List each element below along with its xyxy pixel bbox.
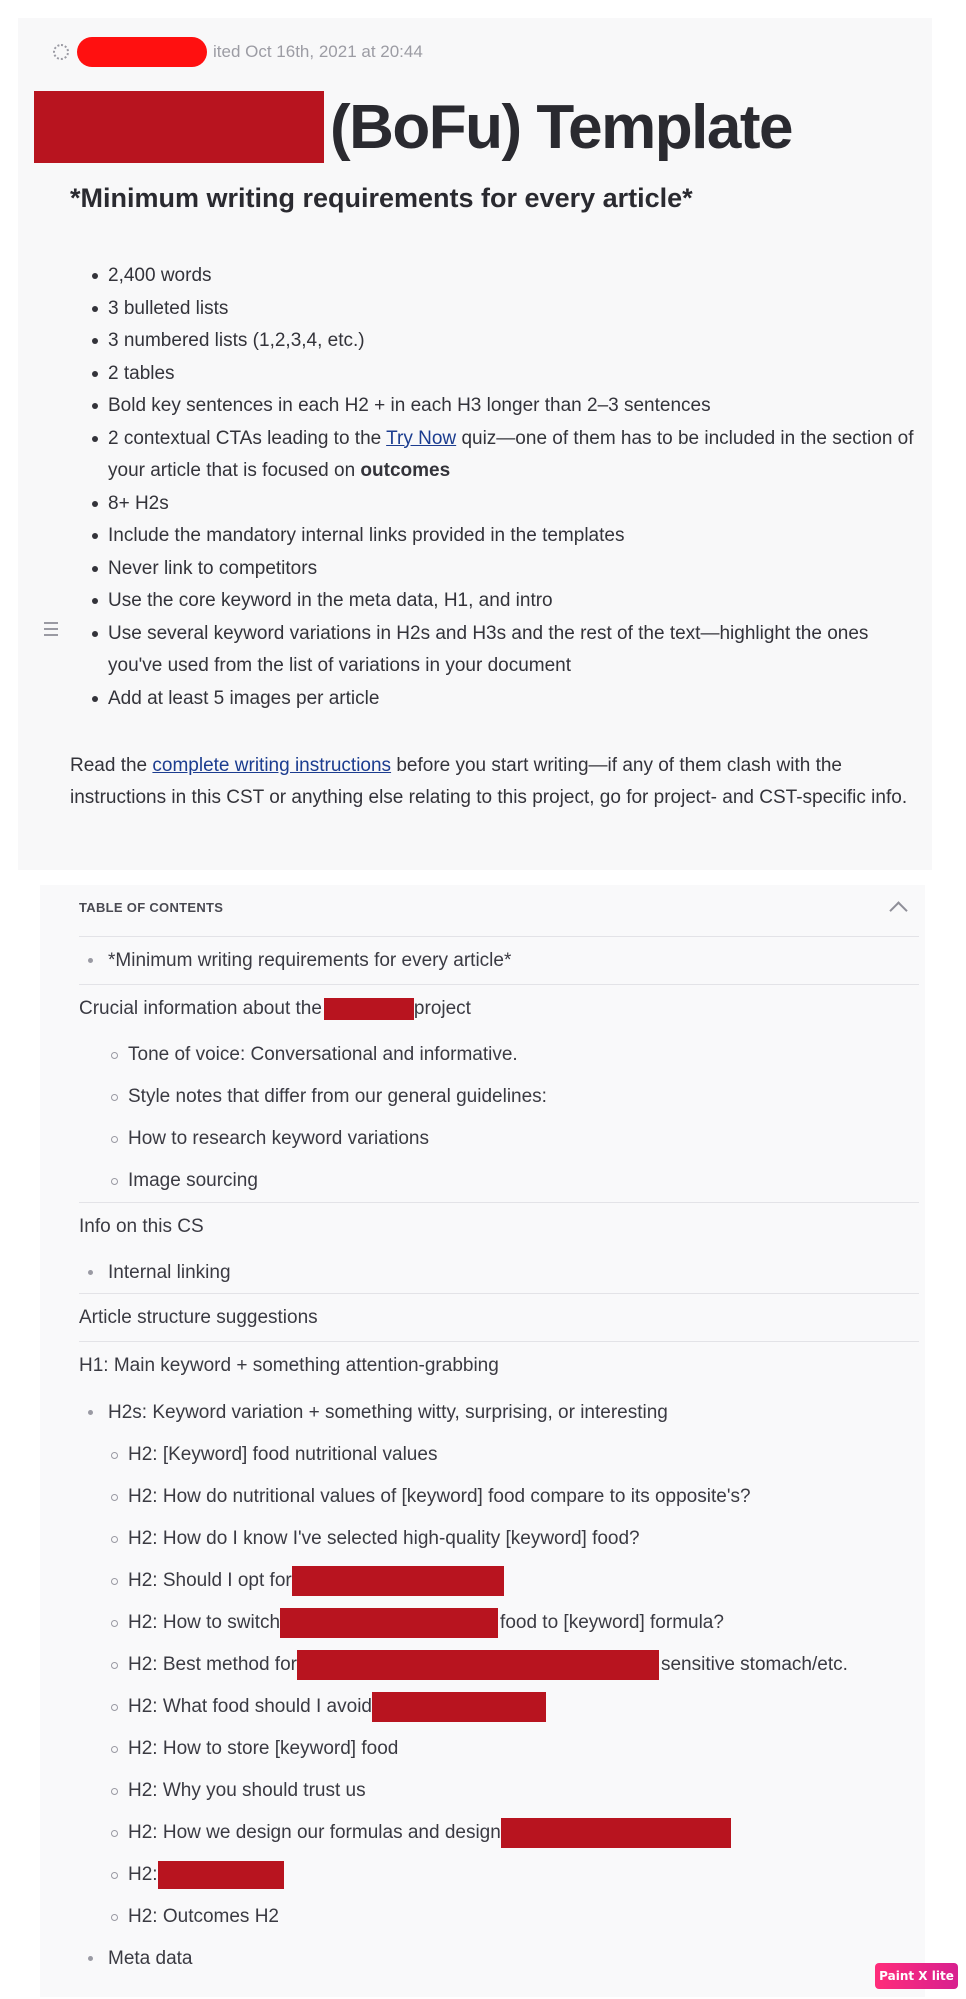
toc-item[interactable]: H2: How do I know I've selected high-quality [keyword] food? [128, 1528, 640, 1549]
cta-text: 2 contextual CTAs leading to the [108, 427, 387, 449]
bullet-icon [111, 1094, 118, 1101]
redacted-project-name [324, 998, 414, 1020]
divider [79, 1293, 919, 1294]
bullet-icon [111, 1746, 118, 1753]
list-item: Use the core keyword in the meta data, H1, and intro [108, 585, 918, 618]
list-item: 3 numbered lists (1,2,3,4, etc.) [108, 325, 918, 358]
toc-item[interactable]: H2s: Keyword variation + something witty, surprising, or interesting [108, 1402, 668, 1423]
bullet-icon [111, 1052, 118, 1059]
toc-item[interactable] [128, 1861, 284, 1889]
divider [79, 936, 919, 937]
bullet-icon [111, 1452, 118, 1459]
toc-item[interactable]: H2: [Keyword] food nutritional values [128, 1444, 438, 1465]
instructions-paragraph [70, 750, 920, 814]
loading-icon [53, 44, 69, 60]
toc-item-text: H2: Should I opt for [128, 1570, 292, 1591]
bullet-icon [88, 1956, 93, 1961]
toc-item[interactable] [128, 1609, 724, 1637]
bullet-icon [88, 1410, 93, 1415]
bullet-icon [111, 1578, 118, 1585]
toc-item-text: H2: What food should I avoid [128, 1696, 372, 1717]
toc-item[interactable] [128, 1567, 504, 1595]
toc-item[interactable]: H2: How do nutritional values of [keyword] food compare to its opposite's? [128, 1486, 751, 1507]
para-text: Read the [70, 755, 153, 776]
redacted-text [158, 1861, 284, 1889]
toc-item[interactable]: Internal linking [108, 1262, 231, 1283]
divider [79, 1341, 919, 1342]
list-item: 2,400 words [108, 260, 918, 293]
toc-item[interactable]: Style notes that differ from our general guidelines: [128, 1086, 547, 1107]
toc-item[interactable]: *Minimum writing requirements for every article* [108, 950, 512, 971]
bullet-icon [111, 1704, 118, 1711]
toc-item[interactable]: H1: Main keyword + something attention-grabbing [79, 1355, 499, 1376]
writing-instructions-link[interactable]: complete writing instructions [152, 755, 392, 776]
toc-item-text: H2: [128, 1864, 158, 1885]
redacted-text [501, 1818, 731, 1848]
watermark-badge: Paint X lite [875, 1963, 958, 1989]
redacted-text [297, 1650, 659, 1680]
toc-item[interactable]: How to research keyword variations [128, 1128, 429, 1149]
toc-item[interactable] [128, 1819, 731, 1847]
cta-text-after: quiz—one of them has to be included in the section of your article that is focused on [108, 427, 914, 481]
toc-item-text: H2: How we design our formulas and design [128, 1822, 501, 1843]
redacted-text [372, 1692, 546, 1722]
list-item: Bold key sentences in each H2 + in each H3 longer than 2–3 sentences [108, 390, 918, 423]
toc-item-text-after: food to [keyword] formula? [500, 1612, 724, 1633]
bullet-icon [111, 1788, 118, 1795]
toc-heading: TABLE OF CONTENTS [79, 900, 224, 915]
list-item [108, 423, 918, 488]
bullet-icon [111, 1620, 118, 1627]
bullet-icon [111, 1914, 118, 1921]
toc-item[interactable]: H2: Outcomes H2 [128, 1906, 279, 1927]
redacted-title-prefix [34, 91, 324, 163]
page-title [34, 84, 792, 170]
bullet-icon [111, 1494, 118, 1501]
bullet-icon [111, 1830, 118, 1837]
outcomes-bold: outcomes [360, 460, 451, 481]
redacted-text [280, 1608, 498, 1638]
toc-item[interactable]: Info on this CS [79, 1216, 204, 1237]
list-item: Add at least 5 images per article [108, 683, 918, 716]
bullet-icon [111, 1178, 118, 1185]
list-item: Never link to competitors [108, 553, 918, 586]
bullet-icon [111, 1662, 118, 1669]
bullet-icon [88, 958, 93, 963]
try-now-link[interactable]: Try Now [386, 427, 457, 449]
redacted-text [292, 1566, 504, 1596]
list-item: 2 tables [108, 358, 918, 391]
list-item: 3 bulleted lists [108, 293, 918, 326]
edited-timestamp: ited Oct 16th, 2021 at 20:44 [213, 42, 423, 61]
toc-item-text: H2: How to switch [128, 1612, 281, 1633]
toc-item[interactable]: H2: Why you should trust us [128, 1780, 366, 1801]
list-item: Use several keyword variations in H2s and H3s and the rest of the text—highlight the ones you've used from the list of variations in your document [108, 618, 918, 683]
toc-item[interactable]: H2: How to store [keyword] food [128, 1738, 399, 1759]
toc-item-text-after: sensitive stomach/etc. [660, 1654, 848, 1675]
toc-item[interactable]: Article structure suggestions [79, 1307, 318, 1328]
toc-item-text: Crucial information about the [79, 998, 322, 1019]
bullet-icon [111, 1536, 118, 1543]
toc-item[interactable]: Tone of voice: Conversational and informative. [128, 1044, 518, 1065]
list-item: Include the mandatory internal links provided in the templates [108, 520, 918, 553]
title-text: (BoFu) Template [330, 92, 792, 162]
para-text-after: before you start writing—if any of them clash with the instructions in this CST or anything else relating to this project, go for project- and CST-specific info. [70, 755, 908, 808]
toc-item[interactable]: Image sourcing [128, 1170, 258, 1191]
bullet-icon [111, 1136, 118, 1143]
redacted-author [77, 37, 207, 67]
toc-item[interactable]: Meta data [108, 1948, 193, 1969]
edited-row [53, 40, 423, 64]
toc-item-text-after: project [413, 998, 471, 1019]
divider [79, 1202, 919, 1203]
toc-item-text: H2: Best method for [128, 1654, 297, 1675]
toc-item[interactable] [128, 1693, 546, 1721]
toc-item[interactable] [128, 1651, 848, 1679]
toc-item[interactable] [79, 995, 471, 1023]
bullet-icon [111, 1872, 118, 1879]
bullet-icon [88, 1270, 93, 1275]
drag-handle-icon[interactable] [44, 622, 58, 640]
requirements-list [108, 260, 918, 715]
list-item: 8+ H2s [108, 488, 918, 521]
divider [79, 984, 919, 985]
section-heading: *Minimum writing requirements for every article* [70, 183, 693, 213]
